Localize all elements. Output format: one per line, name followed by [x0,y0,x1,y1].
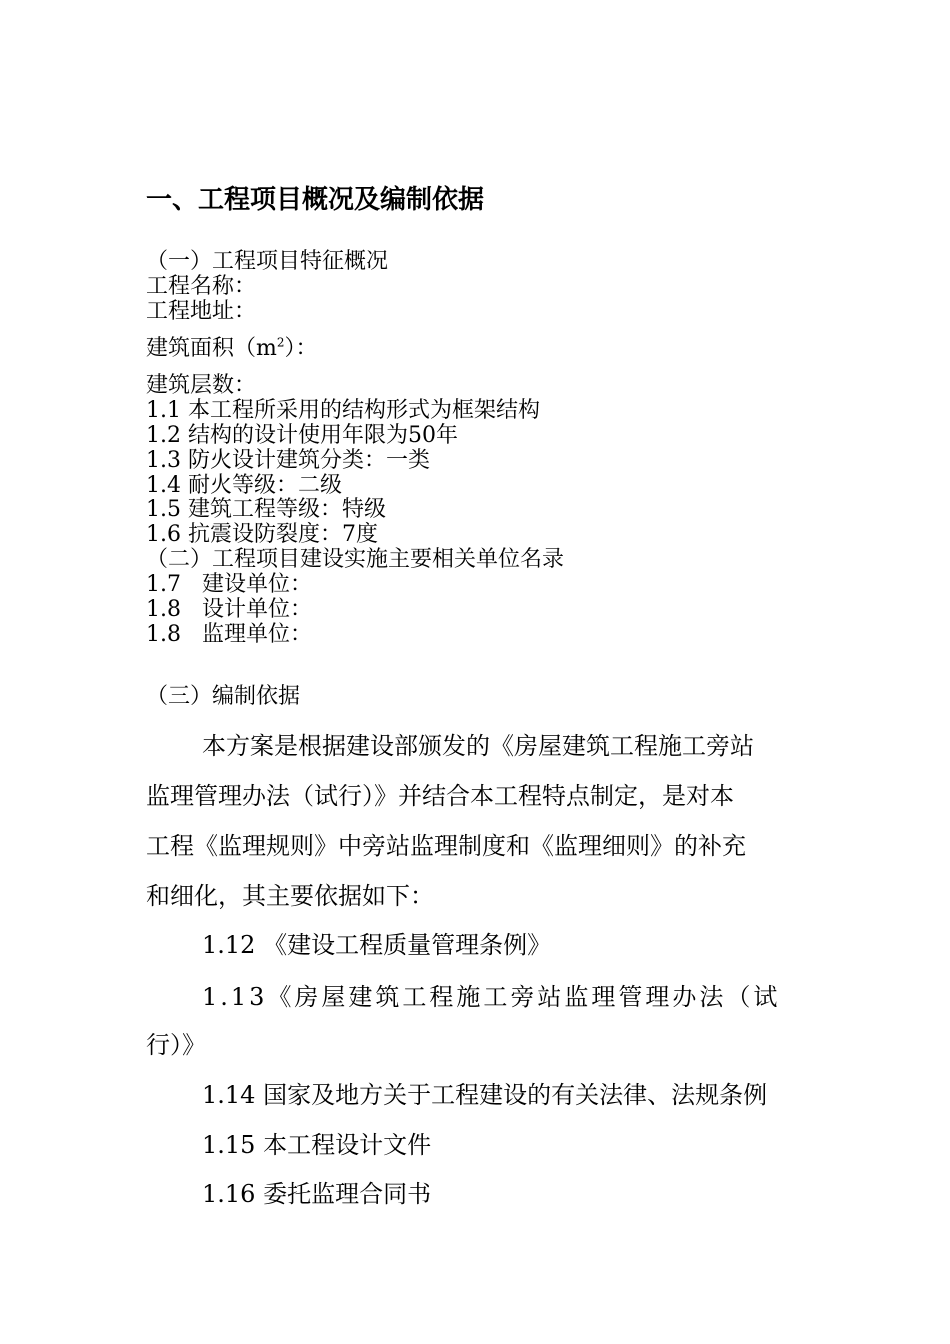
page-heading: 一、工程项目概况及编制依据 [146,185,485,215]
basis-item: 1.16 委托监理合同书 [202,1180,432,1208]
feature-item: 1.4 耐火等级：二级 [146,473,342,498]
paragraph-line: 工程《监理规则》中旁站监理制度和《监理细则》的补充 [146,832,746,860]
building-floors-label: 建筑层数： [146,373,257,398]
feature-item: 1.5 建筑工程等级：特级 [146,497,386,522]
basis-item: 1.14 国家及地方关于工程建设的有关法律、法规条例 [202,1081,768,1109]
feature-item: 1.3 防火设计建筑分类：一类 [146,448,430,473]
section-3-title: （三）编制依据 [146,684,301,709]
feature-item: 1.6 抗震设防裂度：7度 [146,522,378,547]
paragraph-line: 本方案是根据建设部颁发的《房屋建筑工程施工旁站 [202,732,754,760]
project-name-label: 工程名称： [146,274,257,299]
building-area-label [146,336,318,362]
paragraph-line: 和细化，其主要依据如下： [146,882,434,910]
basis-item: 1.12 《建设工程质量管理条例》 [202,931,552,959]
unit-item: 1.7 建设单位： [146,572,312,597]
basis-item: 1.13《房屋建筑工程施工旁站监理管理办法（试 [202,983,781,1011]
unit-item: 1.8 设计单位： [146,597,312,622]
section-1-title: （一）工程项目特征概况 [146,249,389,274]
area-unit-superscript: 2 [276,335,285,350]
unit-item: 1.8 监理单位： [146,622,312,647]
basis-item: 1.15 本工程设计文件 [202,1131,432,1159]
feature-item: 1.1 本工程所采用的结构形式为框架结构 [146,398,540,423]
feature-item: 1.2 结构的设计使用年限为50年 [146,423,458,448]
building-area-label-text: 建筑面积（m [146,336,277,361]
project-address-label: 工程地址： [146,299,257,324]
basis-paragraph [146,721,806,921]
section-2-title: （二）工程项目建设实施主要相关单位名录 [146,547,565,572]
building-area-label-suffix: ）： [284,336,318,361]
paragraph-line: 监理管理办法（试行）》并结合本工程特点制定，是对本 [146,782,734,810]
basis-item-continuation: 行）》 [146,1031,206,1059]
